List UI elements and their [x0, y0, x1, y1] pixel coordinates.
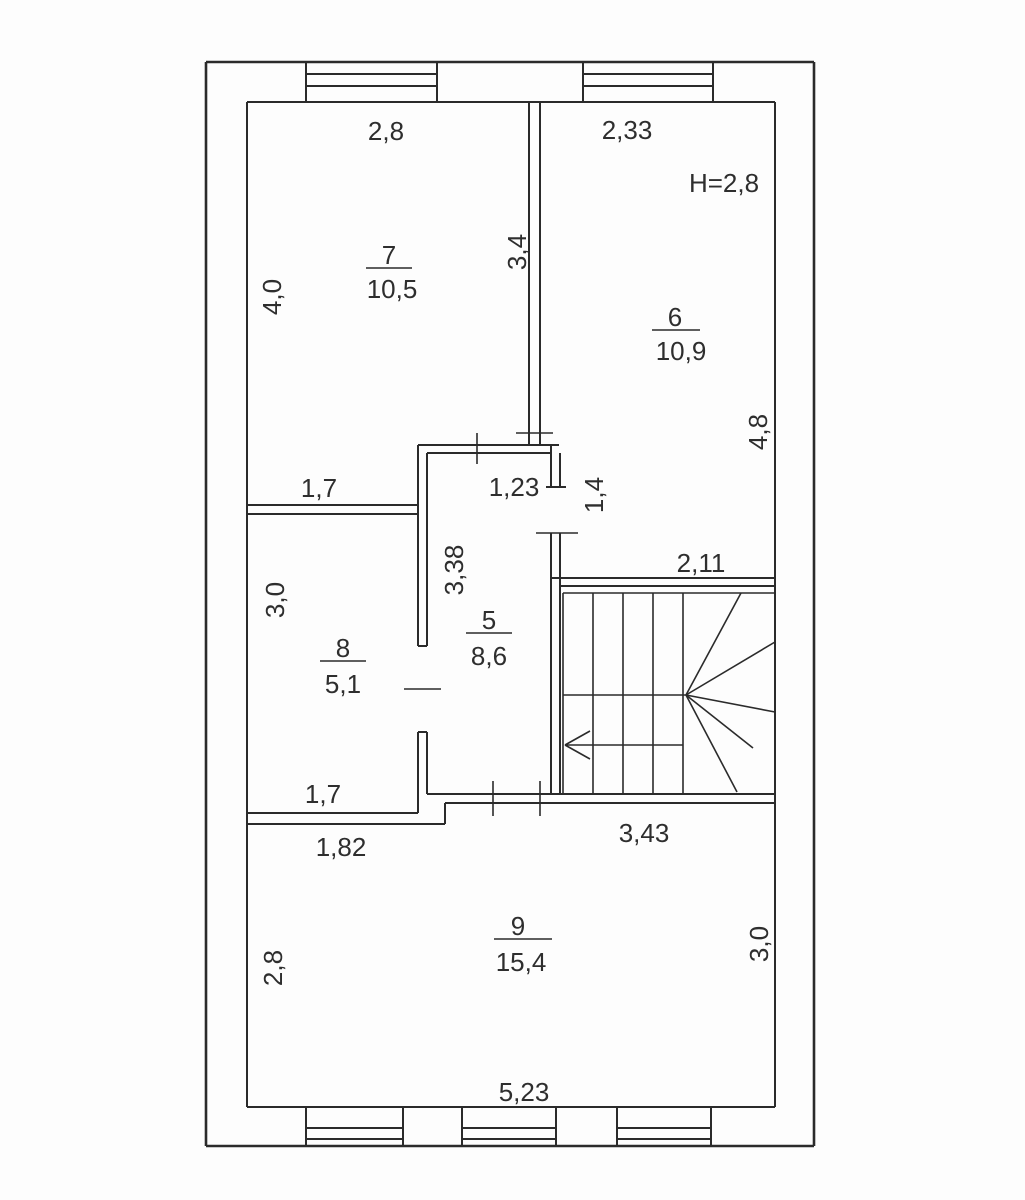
ceiling-height-note: H=2,8 [688, 168, 760, 198]
room8-top-wall [247, 505, 418, 514]
dim-room6-notch: 1,4 [579, 476, 609, 514]
room9-area: 15,4 [495, 947, 547, 977]
dim-room9-bottom: 5,23 [498, 1077, 550, 1107]
dim-stair-wall: 3,43 [618, 818, 670, 848]
window-bottom-middle [462, 1107, 556, 1146]
window-top-left [306, 62, 437, 102]
room8-bottom-wall [247, 803, 445, 824]
stair-winder-line [686, 695, 737, 792]
window-bottom-left [306, 1107, 403, 1146]
dim-room7-left-height: 4,0 [257, 278, 287, 316]
dim-room8-bottom: 1,7 [304, 779, 342, 809]
dim-room9-left-height: 2,8 [258, 949, 288, 987]
room5-area: 8,6 [470, 641, 508, 671]
room8-area: 5,1 [324, 669, 362, 699]
dim-room8-top: 1,7 [300, 473, 338, 503]
arrow-head [565, 731, 590, 745]
room7-area: 10,5 [366, 274, 418, 304]
dim-hall-left-height: 3,38 [439, 544, 469, 596]
stair-winder-line [686, 642, 775, 695]
hall-top-wall [418, 433, 559, 464]
outer-wall [206, 62, 814, 1146]
dim-room7-partition-height: 3,4 [502, 233, 532, 271]
room6-area: 10,9 [655, 336, 707, 366]
dim-lower-wall: 1,82 [315, 832, 367, 862]
stair-winder-line [686, 695, 775, 712]
room8-number: 8 [335, 633, 351, 663]
stair-winder-line [686, 593, 741, 695]
stair-winder-line [686, 695, 753, 748]
stair-direction-arrow [565, 731, 683, 759]
dim-hall-top: 1,23 [488, 472, 540, 502]
stair-hall-bottom-wall [427, 781, 775, 816]
window-bottom-right [617, 1107, 711, 1146]
room6-number: 6 [667, 302, 683, 332]
partition-room7-room6 [516, 102, 553, 445]
arrow-head [565, 745, 590, 759]
dim-room6-width: 2,33 [601, 115, 653, 145]
window-top-right [583, 62, 713, 102]
room5-number: 5 [481, 605, 497, 635]
dim-room7-width: 2,8 [367, 116, 405, 146]
dim-room8-left-height: 3,0 [260, 581, 290, 619]
dim-room9-right-height: 3,0 [744, 925, 774, 963]
room8-right-wall [404, 445, 441, 813]
dim-room6-right-height: 4,8 [743, 413, 773, 451]
room7-number: 7 [381, 240, 397, 270]
dim-room6-bottom: 2,11 [676, 548, 726, 578]
staircase [563, 593, 775, 793]
room9-number: 9 [510, 911, 526, 941]
room6-bottom-wall [551, 578, 775, 586]
